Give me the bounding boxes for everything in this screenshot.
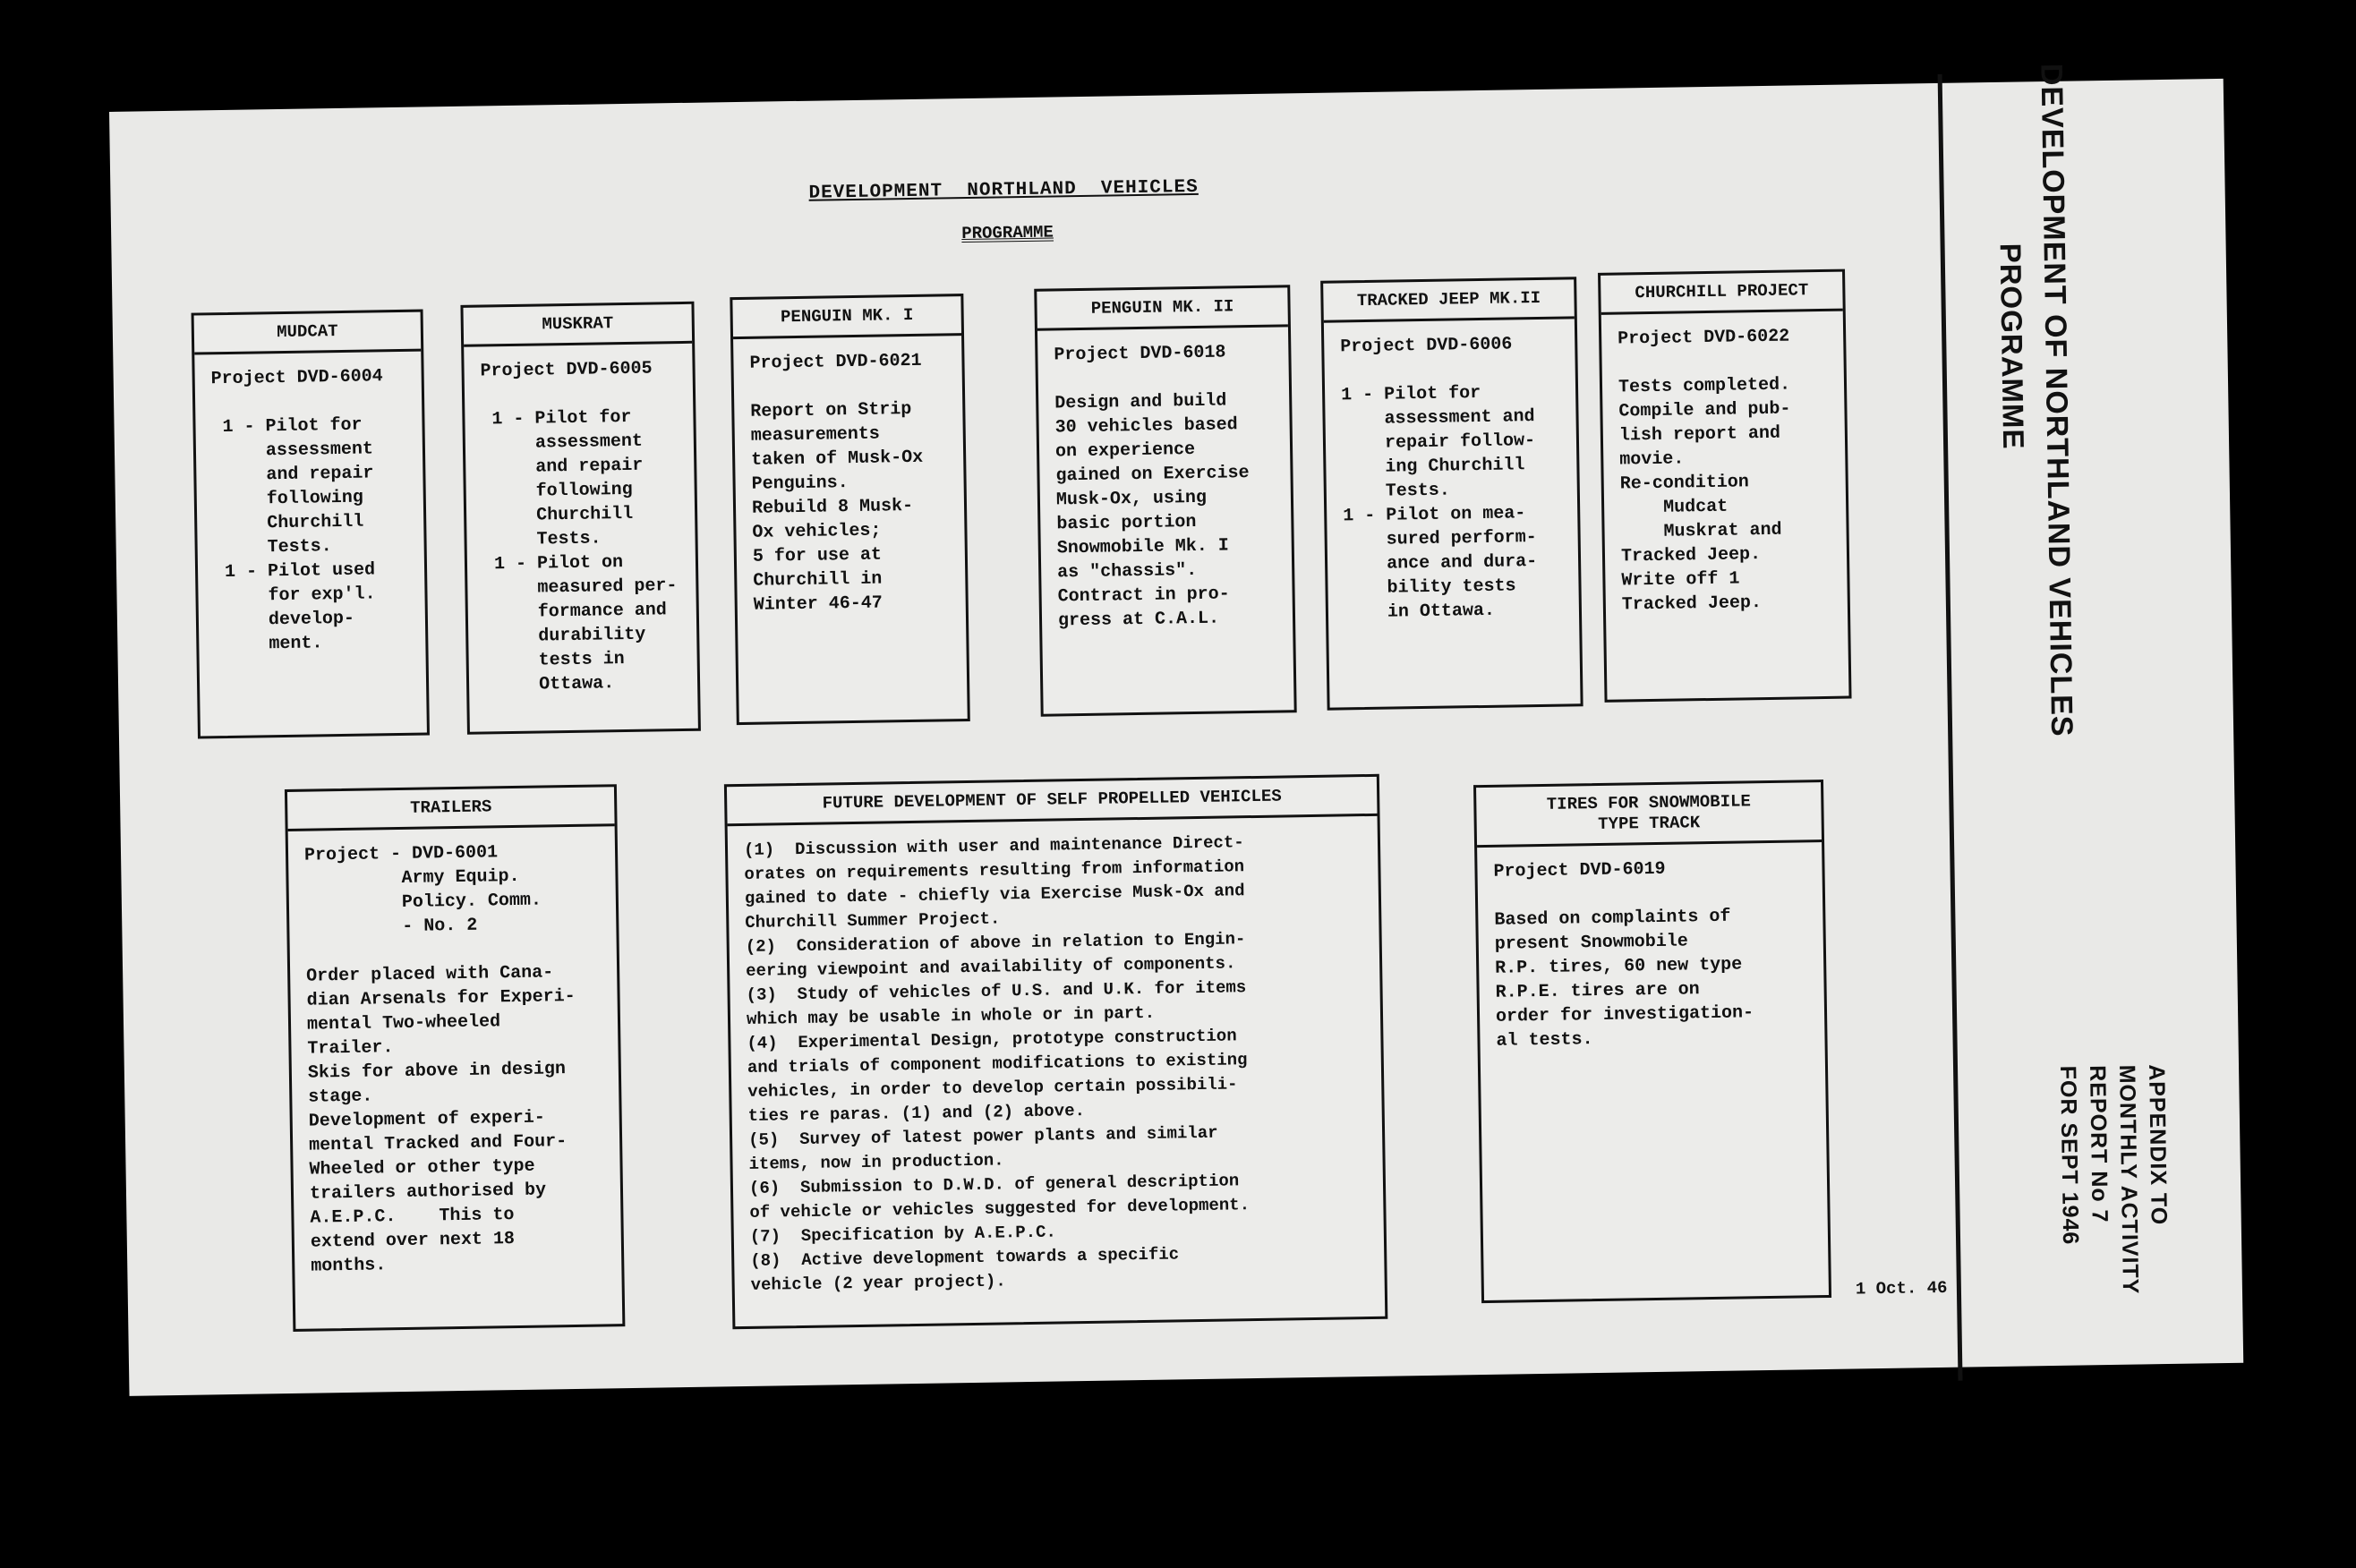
box-text: (1) Discussion with user and maintenance Direct- orates on requirements resulting from information gained to date - chiefly via Exercise Musk-Ox and Churchill Summer Project. (2) Consideration of above in relation to Engin- eering viewpoint and availability of components. (3) Study of vehicles of U.S. and U.K. for items which may be usable in whole or in part. (4) Experimental Design, prototype construction and trials of component modifications to existing vehicles, in order to develop certain possibili- ties re paras. (1) and (2) above. (5) Survey of latest power plants and similar items, now in production. (6) Submission to D.W.D. of general description of vehicle or vehicles suggested for development. (7) Specification by A.E.P.C. (8) Active development towards a specific vehicle (2 year project). [743,831,1251,1295]
box-heading: FUTURE DEVELOPMENT OF SELF PROPELLED VEHICLES [727,777,1378,826]
penguin-mk1-box [730,294,969,725]
box-text: Project DVD-6021 Report on Strip measurements taken of Musk-Ox Penguins. Rebuild 8 Musk- Ox vehicles; 5 for use at Churchill in Winter 46-47 [749,350,924,616]
box-text: Project DVD-6004 1 - Pilot for assessment and repair following Churchill Tests. 1 - Pilot used for exp'l. develop- ment. [210,366,383,656]
appendix-line: APPENDIX TO [2143,1063,2172,1226]
box-text: Project DVD-6018 Design and build 30 vehicles based on experience gained on Exercise Musk-Ox, using basic portion Snowmobile Mk. I as "chassis". Contract in pro- gress at C.A.L. [1054,342,1250,632]
future-development-box [724,774,1387,1329]
box-text: Project DVD-6005 1 - Pilot for assessment and repair following Churchill Tests. 1 - Pilot on measured per- formance and durability tests in Ottawa. [480,358,678,696]
box-heading: TRAILERS [287,787,615,831]
appendix-line: REPORT No 7 [2085,1065,2113,1223]
box-heading: TIRES FOR SNOWMOBILE TYPE TRACK [1476,782,1822,848]
box-heading: MUSKRAT [463,304,692,347]
tracked-jeep-box [1320,277,1583,710]
appendix-line: FOR SEPT 1946 [2055,1065,2084,1246]
box-text: Project DVD-6006 1 - Pilot for assessment and repair follow- ing Churchill Tests. 1 - Pilot on mea- sured perform- ance and dura- bility tests in Ottawa. [1340,334,1538,624]
page-subtitle: PROGRAMME [961,222,1054,244]
box-heading: TRACKED JEEP MK.II [1323,279,1575,322]
document-date: 1 Oct. 46 [1855,1277,1948,1300]
penguin-mk2-box [1034,285,1296,716]
trailers-box [285,784,625,1332]
box-text: Project DVD-6022 Tests completed. Compile and pub- lish report and movie. Re-condition Mudcat Muskrat and Tracked Jeep. Write off 1 Tracked Jeep. [1618,326,1791,616]
box-heading: PENGUIN MK. II [1037,287,1288,330]
appendix-line: MONTHLY ACTIVITY [2114,1064,2144,1295]
churchill-project-box [1598,269,1852,703]
muskrat-box [460,302,701,735]
side-subtitle: PROGRAMME [1993,243,2031,450]
box-text: Project - DVD-6001 Army Equip. Policy. Comm. - No. 2 Order placed with Cana- dian Arsenals for Experi- mental Two-wheeled Trailer. Skis for above in design stage. Development of experi- mental Tracked and Four- Wheeled or other type trailers authorised by A.E.P.C. This to extend over next 18 months. [303,842,576,1277]
mudcat-box [192,310,430,739]
box-heading: CHURCHILL PROJECT [1601,272,1843,315]
box-heading: MUDCAT [194,312,422,355]
margin-rule [1938,74,1963,1381]
box-text: Project DVD-6019 Based on complaints of present Snowmobile R.P. tires, 60 new type R.P.E. tires are on order for investigation- al tests. [1493,858,1754,1052]
page-title: DEVELOPMENT NORTHLAND VEHICLES [808,176,1199,204]
tires-box [1473,780,1831,1303]
document-page [109,63,2243,1396]
box-heading: PENGUIN MK. I [732,296,961,339]
side-title: DEVELOPMENT OF NORTHLAND VEHICLES [2034,63,2079,737]
